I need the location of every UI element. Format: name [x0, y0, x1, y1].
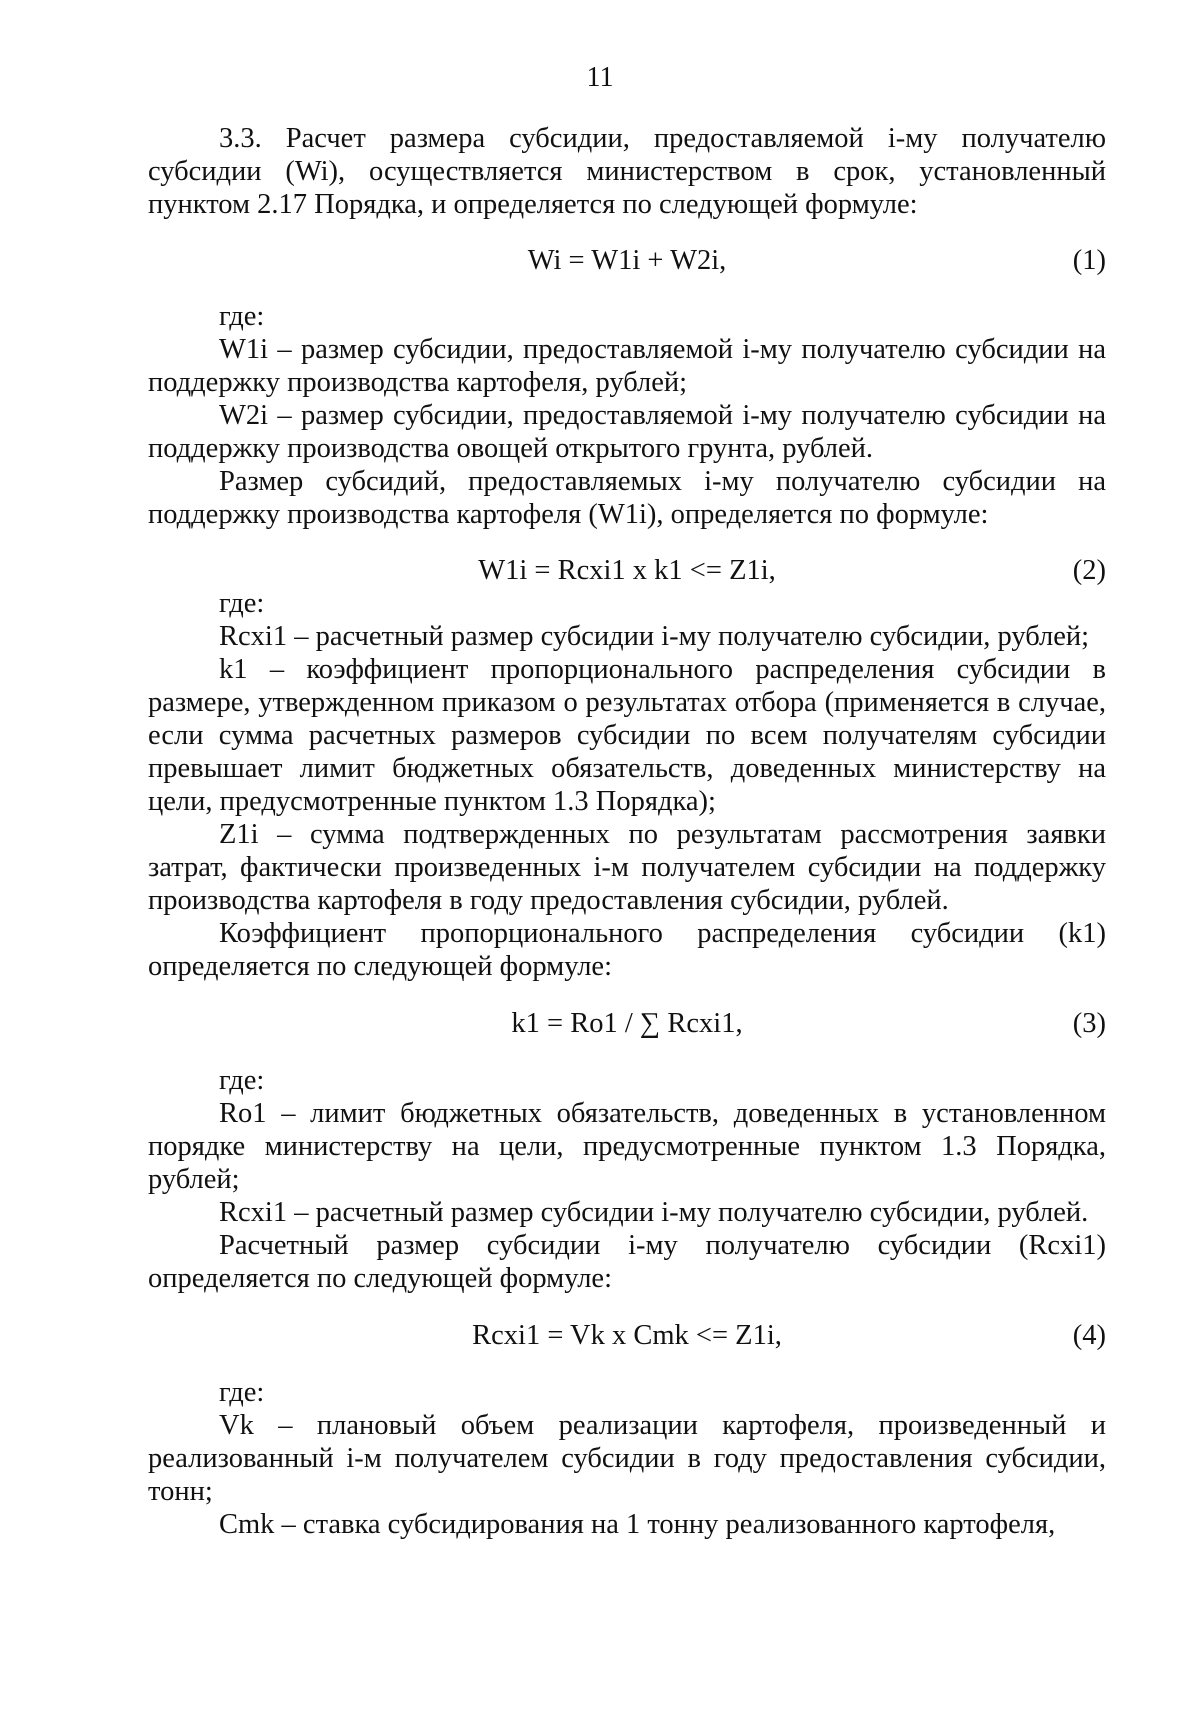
document-body [148, 122, 1106, 1541]
formula-number: (3) [1072, 1008, 1106, 1039]
paragraph-k1-intro: Коэффициент пропорционального распределения субсидии (k1) определяется по следующей формуле: [148, 918, 1106, 982]
where-label: где: [219, 1377, 265, 1408]
definition-vk: Vk – плановый объем реализации картофеля, произведенный и реализованный i-м получателем субсидии в году предоставления субсидии, тонн; [148, 1410, 1106, 1507]
definition-w1i: W1i – размер субсидии, предоставляемой i-му получателю субсидии на поддержку производства картофеля, рублей; [148, 334, 1106, 398]
formula-expression: k1 = Ro1 / ∑ Rcxi1, [511, 1008, 743, 1039]
formula-3 [148, 1007, 1106, 1040]
page-number: 11 [586, 62, 614, 93]
formula-number: (1) [1072, 245, 1106, 276]
definition-z1i: Z1i – сумма подтвержденных по результатам рассмотрения заявки затрат, фактически произведенных i-м получателем субсидии на поддержку производства картофеля в году предоставления субсидии, рублей. [148, 819, 1106, 916]
formula-expression: W1i = Rcxi1 x k1 <= Z1i, [478, 555, 776, 586]
formula-2 [148, 554, 1106, 587]
formula-number: (4) [1072, 1320, 1106, 1351]
formula-expression: Rcxi1 = Vk x Cmk <= Z1i, [472, 1320, 782, 1351]
definition-rcxi1: Rcxi1 – расчетный размер субсидии i-му получателю субсидии, рублей; [219, 621, 1090, 652]
paragraph-3-3: 3.3. Расчет размера субсидии, предоставляемой i-му получателю субсидии (Wi), осуществляется министерством в срок, установленный пунктом 2.17 Порядка, и определяется по следующей формуле: [148, 123, 1106, 220]
definition-w2i: W2i – размер субсидии, предоставляемой i-му получателю субсидии на поддержку производства овощей открытого грунта, рублей. [148, 400, 1106, 464]
definition-cmk: Cmk – ставка субсидирования на 1 тонну реализованного картофеля, [219, 1509, 1056, 1540]
formula-expression: Wi = W1i + W2i, [527, 245, 727, 276]
where-label: где: [219, 588, 265, 619]
definition-k1: k1 – коэффициент пропорционального распределения субсидии в размере, утвержденном приказом о результатах отбора (применяется в случае, если сумма расчетных размеров субсидии по всем получателям субсидии превышает лимит бюджетных обязательств, доведенных министерству на цели, предусмотренные пунктом 1.3 Порядка); [148, 654, 1106, 817]
where-label: где: [219, 301, 265, 332]
where-label: где: [219, 1065, 265, 1096]
formula-4 [148, 1319, 1106, 1352]
paragraph-w1i-intro: Размер субсидий, предоставляемых i-му получателю субсидии на поддержку производства картофеля (W1i), определяется по формуле: [148, 466, 1106, 530]
paragraph-rcxi1-intro: Расчетный размер субсидии i-му получателю субсидии (Rcxi1) определяется по следующей формуле: [148, 1230, 1106, 1294]
definition-rcxi1: Rcxi1 – расчетный размер субсидии i-му получателю субсидии, рублей. [219, 1197, 1089, 1228]
formula-number: (2) [1072, 555, 1106, 586]
definition-ro1: Ro1 – лимит бюджетных обязательств, доведенных в установленном порядке министерству на цели, предусмотренные пунктом 1.3 Порядка, рублей; [148, 1098, 1106, 1195]
formula-1 [148, 244, 1106, 277]
